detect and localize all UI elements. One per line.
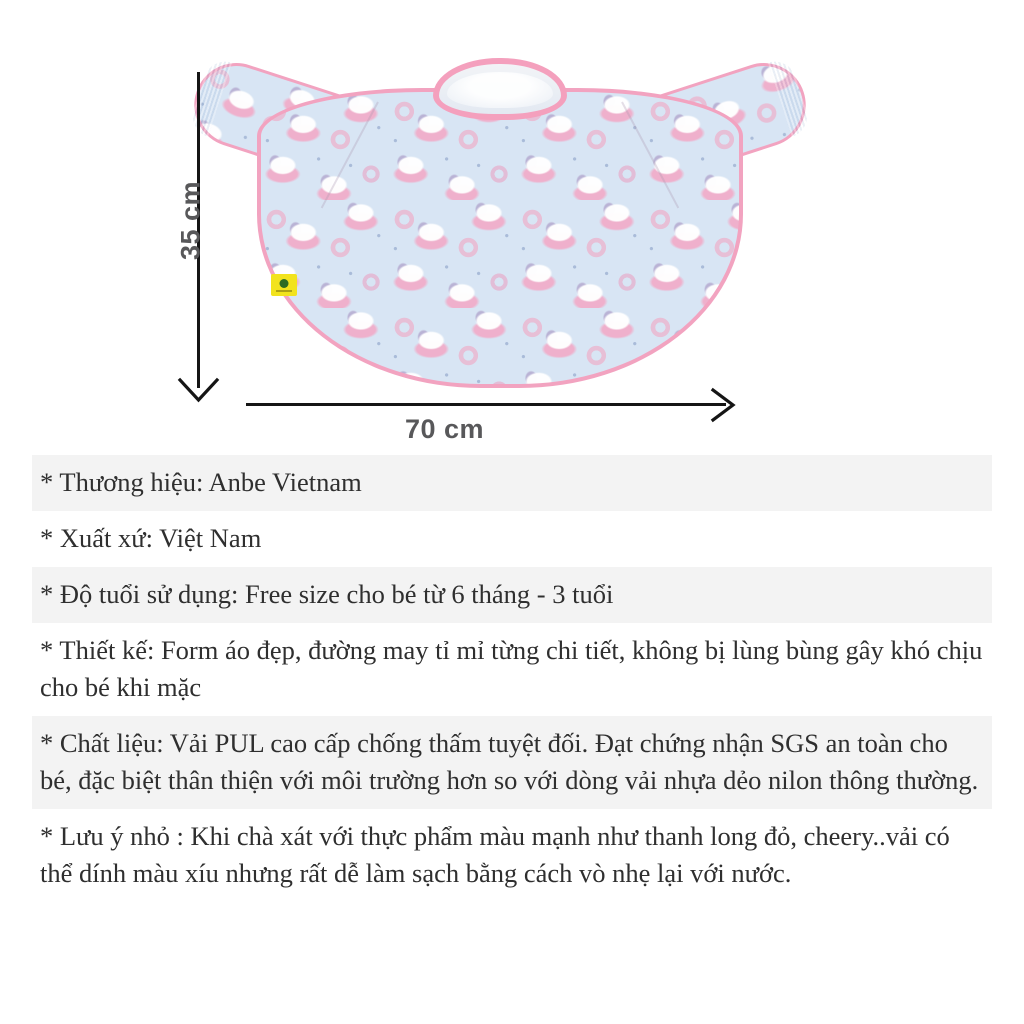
height-arrowhead-icon [176, 376, 221, 404]
product-spec-list [0, 455, 1024, 902]
brand-tag [271, 274, 297, 296]
spec-row: * Chất liệu: Vải PUL cao cấp chống thấm tuyệt đối. Đạt chứng nhận SGS an toàn cho bé, đặc biệt thân thiện với môi trường hơn so với dòng vải nhựa dẻo nilon thông thường. [32, 716, 992, 809]
product-image-area [0, 0, 1024, 455]
width-arrowhead-icon [708, 386, 738, 424]
width-dimension-line [246, 403, 726, 406]
spec-row: * Độ tuổi sử dụng: Free size cho bé từ 6 tháng - 3 tuổi [32, 567, 992, 623]
left-sleeve-cuff [187, 56, 232, 137]
height-dimension-label: 35 cm [175, 180, 206, 261]
product-garment [205, 52, 795, 397]
garment-body [257, 88, 743, 388]
spec-row: * Thiết kế: Form áo đẹp, đường may tỉ mỉ từng chi tiết, không bị lùng bùng gây khó chịu cho bé khi mặc [40, 635, 983, 702]
width-dimension-label: 70 cm [405, 414, 485, 444]
brand-tag-bar [276, 290, 292, 292]
garment-neckline [433, 58, 567, 120]
right-sleeve-cuff [768, 56, 813, 137]
spec-row: * Xuất xứ: Việt Nam [40, 523, 262, 553]
neckline-lining [447, 72, 553, 108]
spec-row: * Thương hiệu: Anbe Vietnam [32, 455, 992, 511]
brand-tag-dot-icon [280, 279, 289, 288]
spec-row: * Lưu ý nhỏ : Khi chà xát với thực phẩm màu mạnh như thanh long đỏ, cheery..vải có thể dính màu xíu nhưng rất dễ làm sạch bằng cách vò nhẹ lại với nước. [40, 821, 950, 888]
